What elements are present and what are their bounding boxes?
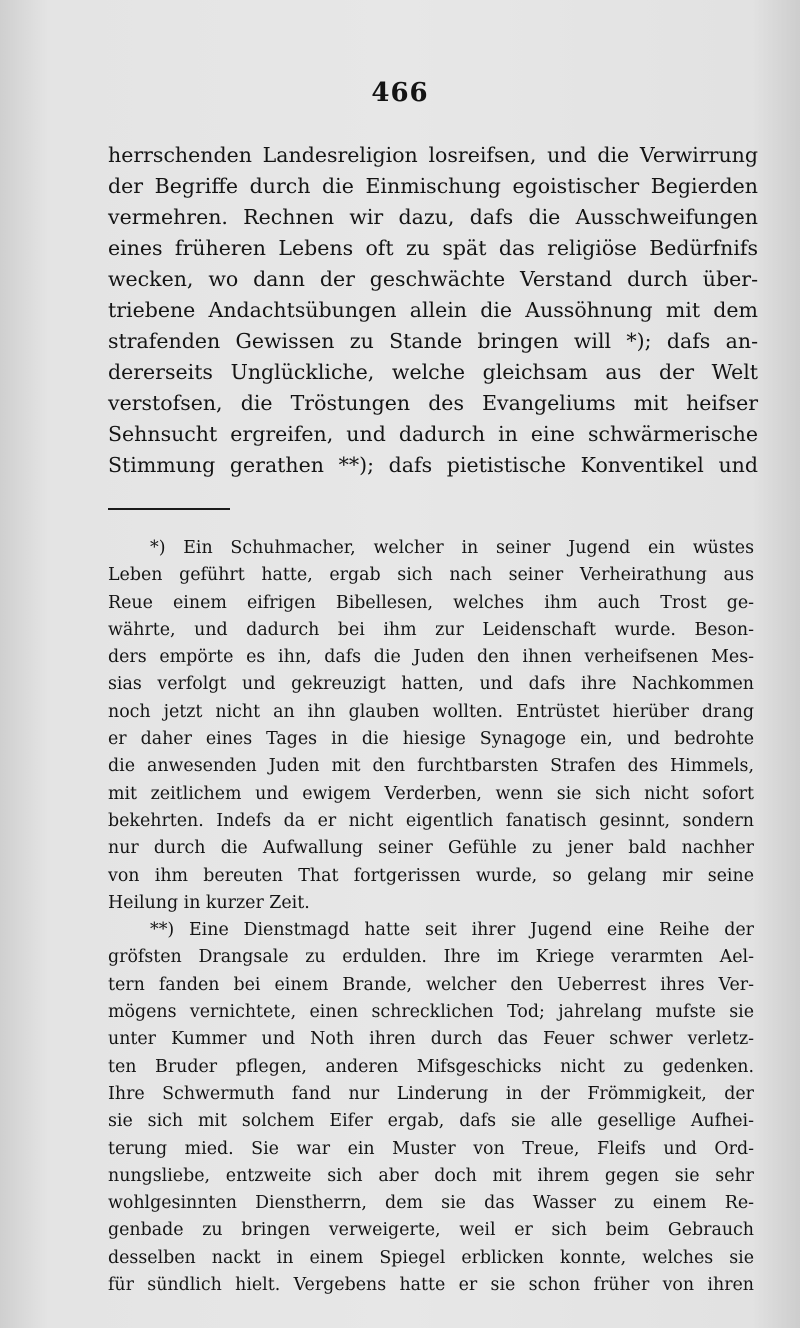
text-line: der Begriffe durch die Einmischung egoistischer Begierden xyxy=(108,174,758,198)
text-line: triebene Andachtsübungen allein die Aussöhnung mit dem xyxy=(108,298,758,322)
footnote-line: ders empörte es ihn, dafs die Juden den ihnen verheifsenen Mes- xyxy=(108,647,754,668)
text-line: wecken, wo dann der geschwächte Verstand durch über- xyxy=(108,267,758,291)
text-line: herrschenden Landesreligion losreifsen, und die Verwirrung xyxy=(108,143,758,167)
footnote-line: Reue einem eifrigen Bibellesen, welches ihm auch Trost ge- xyxy=(108,592,754,613)
footnote-line: nungsliebe, entzweite sich aber doch mit ihrem gegen sie sehr xyxy=(108,1165,754,1186)
footnote-1 xyxy=(108,535,754,917)
footnote-line: bekehrten. Indefs da er nicht eigentlich fanatisch gesinnt, sondern xyxy=(108,810,754,831)
footnote-line: noch jetzt nicht an ihn glauben wollten. Entrüstet hierüber drang xyxy=(108,701,754,722)
footnote-separator-rule xyxy=(108,508,230,510)
footnote-line: währte, und dadurch bei ihm zur Leidenschaft wurde. Beson- xyxy=(108,619,754,640)
page-number: 466 xyxy=(371,78,429,108)
footnote-line: die anwesenden Juden mit den furchtbarsten Strafen des Himmels, xyxy=(108,756,754,777)
text-line: eines früheren Lebens oft zu spät das religiöse Bedürfnifs xyxy=(108,236,758,260)
footnote-line: Ihre Schwermuth fand nur Linderung in der Frömmigkeit, der xyxy=(108,1083,754,1104)
footnote-line: genbade zu bringen verweigerte, weil er sich beim Gebrauch xyxy=(108,1220,754,1241)
footnote-line: desselben nackt in einem Spiegel erblicken konnte, welches sie xyxy=(108,1247,754,1268)
footnote-line: gröfsten Drangsale zu erdulden. Ihre im Kriege verarmten Ael- xyxy=(108,947,754,968)
footnote-line: Leben geführt hatte, ergab sich nach seiner Verheirathung aus xyxy=(108,565,754,586)
text-line: Stimmung gerathen **); dafs pietistische Konventikel und xyxy=(108,453,758,477)
footnote-line: nur durch die Aufwallung seiner Gefühle zu jener bald nachher xyxy=(108,838,754,859)
main-text xyxy=(108,140,758,481)
footnote-line: sias verfolgt und gekreuzigt hatten, und dafs ihre Nachkommen xyxy=(108,674,754,695)
footnote-line: ten Bruder pflegen, anderen Mifsgeschicks nicht zu gedenken. xyxy=(108,1056,754,1077)
footnote-line: für sündlich hielt. Vergebens hatte er sie schon früher von ihren xyxy=(108,1275,754,1296)
footnote-line: terung mied. Sie war ein Muster von Treue, Fleifs und Ord- xyxy=(108,1138,754,1159)
footnote-2 xyxy=(108,917,754,1299)
text-line: dererseits Unglückliche, welche gleichsam aus der Welt xyxy=(108,360,758,384)
footnote-line: Heilung in kurzer Zeit. xyxy=(108,892,310,913)
text-line: verstofsen, die Tröstungen des Evangeliums mit heifser xyxy=(108,391,758,415)
footnote-line: wohlgesinnten Dienstherrn, dem sie das Wasser zu einem Re- xyxy=(108,1193,754,1214)
footnote-line: **) Eine Dienstmagd hatte seit ihrer Jugend eine Reihe der xyxy=(150,920,754,941)
footnote-line: *) Ein Schuhmacher, welcher in seiner Jugend ein wüstes xyxy=(150,538,754,558)
footnote-line: unter Kummer und Noth ihren durch das Feuer schwer verletz- xyxy=(108,1029,754,1050)
footnotes xyxy=(108,535,754,1299)
text-line: strafenden Gewissen zu Stande bringen will *); dafs an- xyxy=(108,329,758,353)
text-line: vermehren. Rechnen wir dazu, dafs die Ausschweifungen xyxy=(108,205,758,229)
footnote-line: von ihm bereuten That fortgerissen wurde, so gelang mir seine xyxy=(108,865,754,886)
footnote-line: er daher eines Tages in die hiesige Synagoge ein, und bedrohte xyxy=(108,729,754,750)
footnote-line: tern fanden bei einem Brande, welcher den Ueberrest ihres Ver- xyxy=(108,974,754,995)
footnote-line: sie sich mit solchem Eifer ergab, dafs sie alle gesellige Aufhei- xyxy=(108,1111,754,1132)
footnote-line: mit zeitlichem und ewigem Verderben, wenn sie sich nicht sofort xyxy=(108,783,754,804)
text-line: Sehnsucht ergreifen, und dadurch in eine schwärmerische xyxy=(108,422,758,446)
footnote-line: mögens vernichtete, einen schrecklichen Tod; jahrelang mufste sie xyxy=(108,1002,754,1023)
